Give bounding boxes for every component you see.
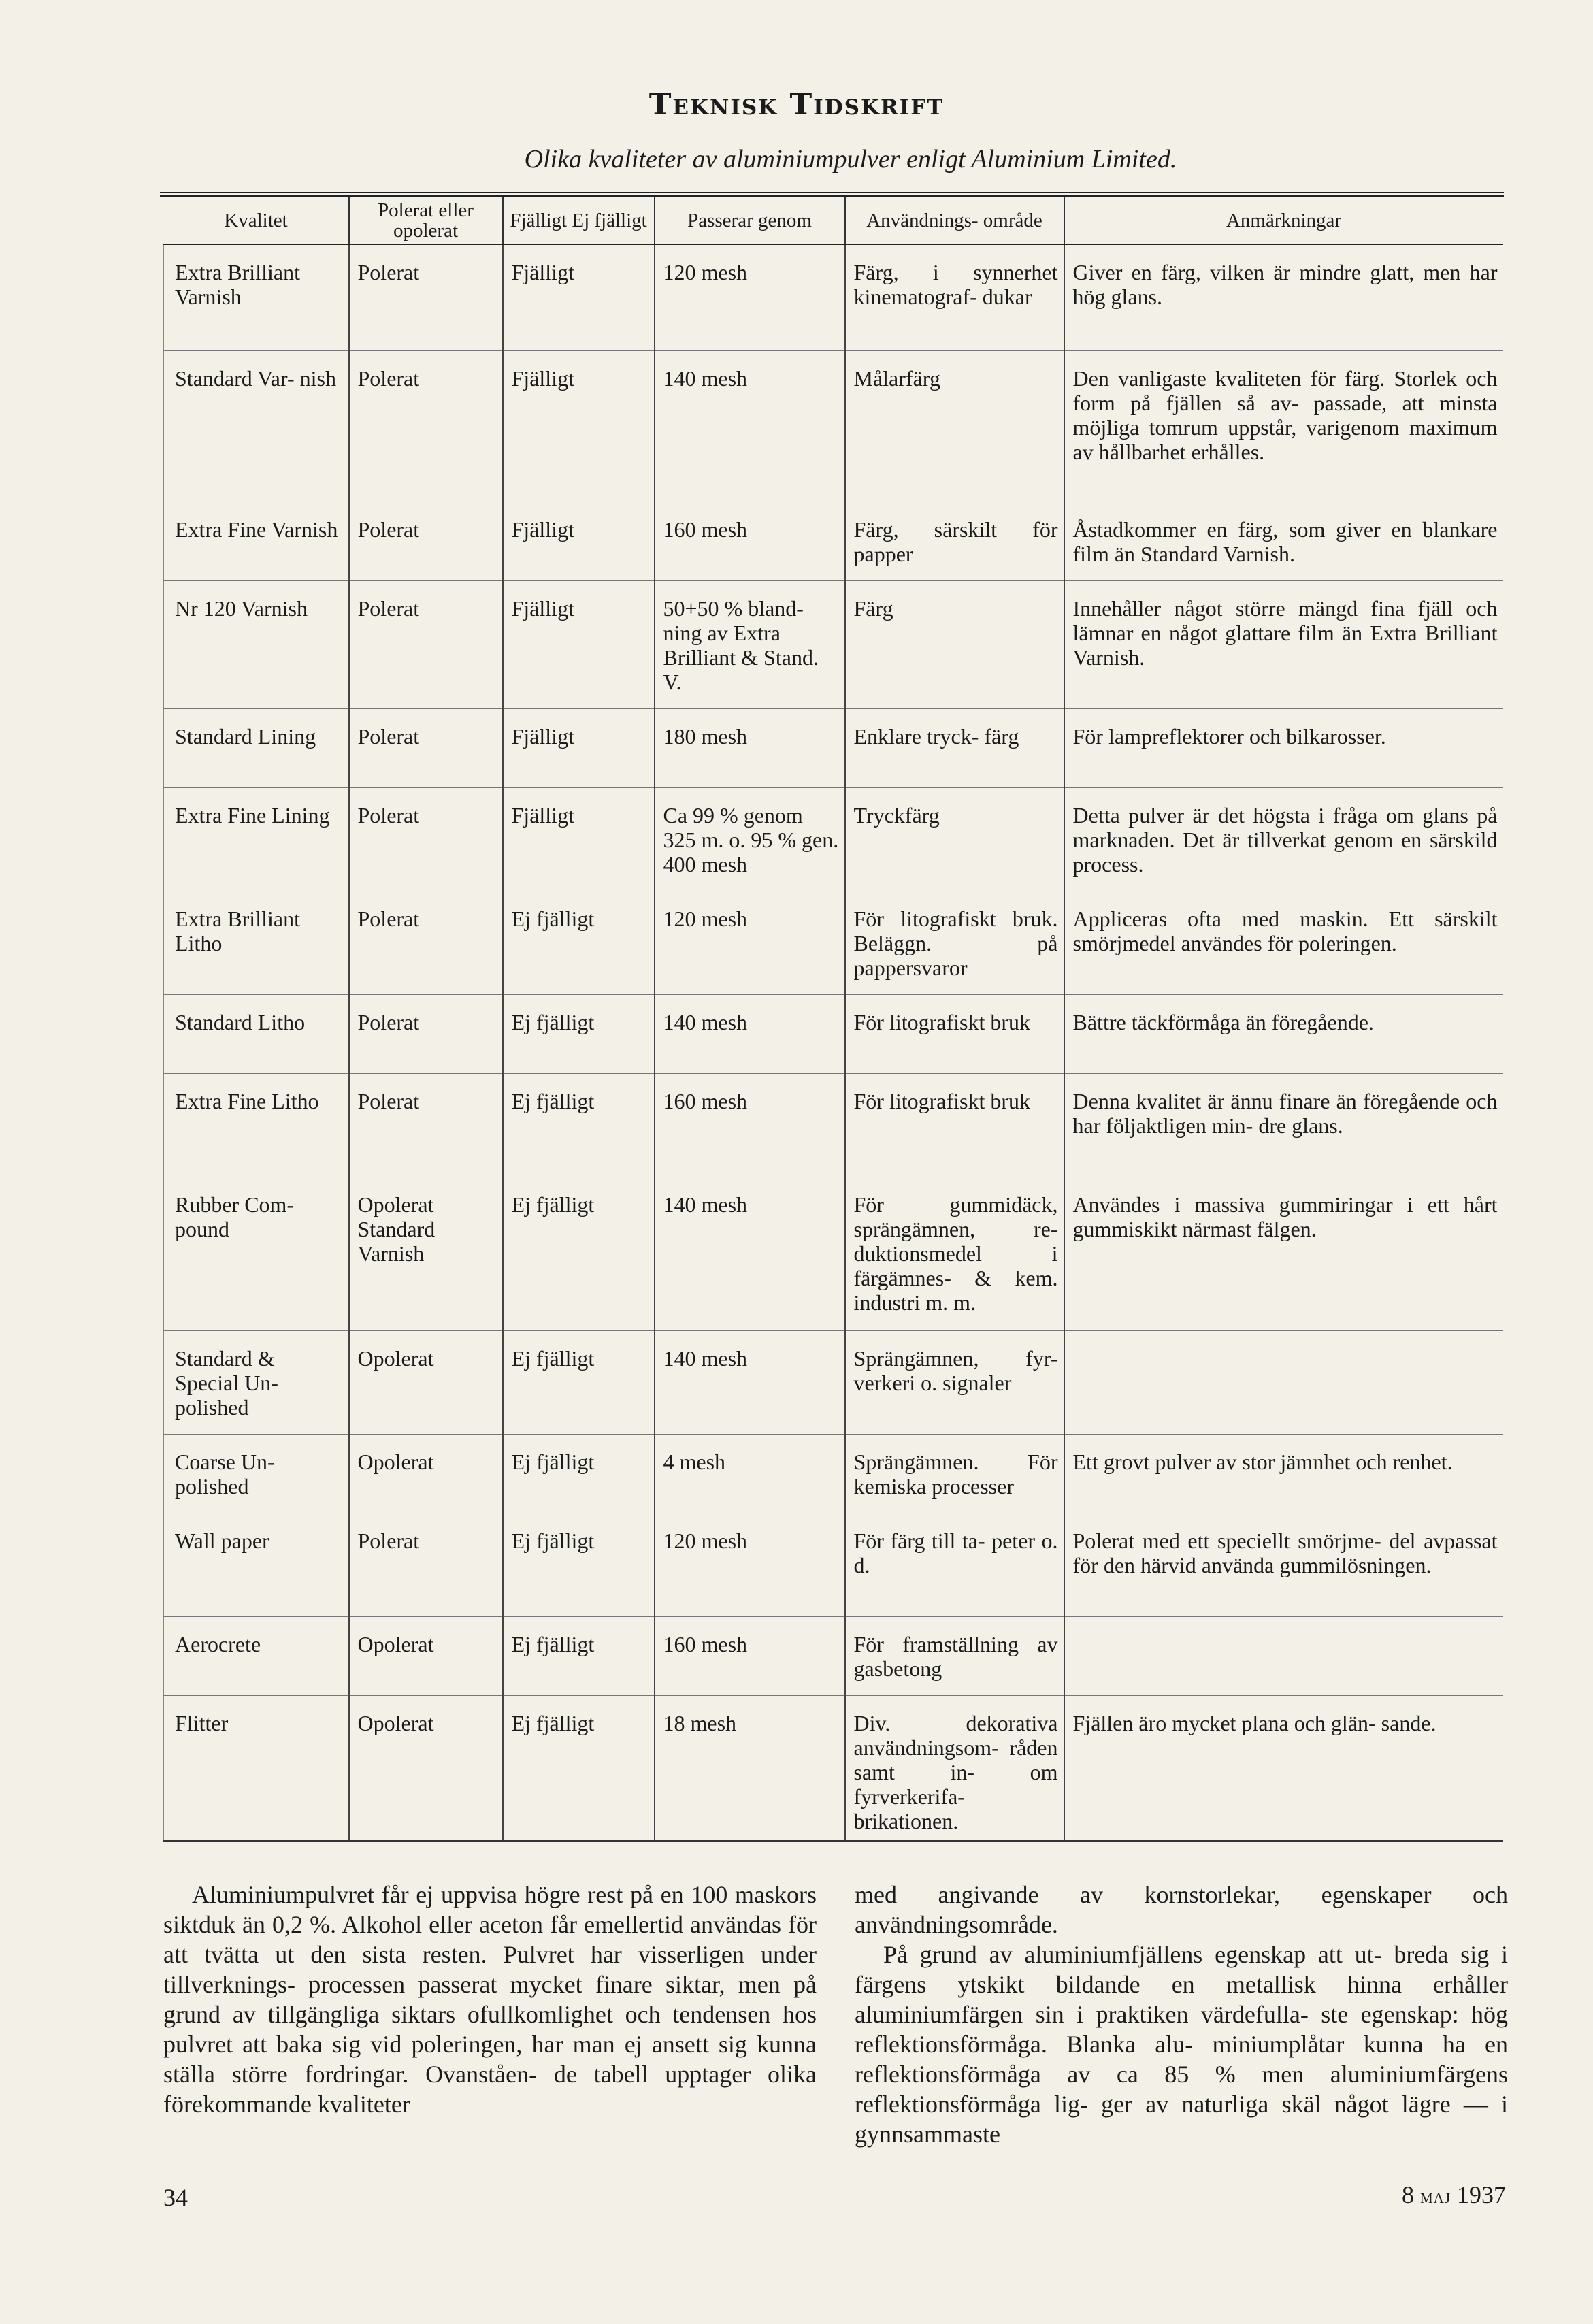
cell-kvalitet: Extra Fine Varnish [164,502,349,580]
cell-fjalligt: Fjälligt [503,502,655,580]
cell-anmarkning: Fjällen äro mycket plana och glän- sande. [1064,1695,1503,1841]
cell-anmarkning: Polerat med ett speciellt smörjme- del avpassat för den härvid använda gummilösningen. [1064,1513,1503,1616]
cell-fjalligt: Ej fjälligt [503,891,655,994]
cell-polerat: Polerat [349,891,503,994]
cell-passerar: 160 mesh [655,1073,845,1177]
cell-polerat: Polerat [349,244,503,350]
table-row [164,350,1503,502]
cell-polerat: Polerat [349,1073,503,1177]
quality-table [163,197,1503,1842]
cell-anmarkning: Åstadkommer en färg, som giver en blankare film än Standard Varnish. [1064,502,1503,580]
cell-polerat: Polerat [349,787,503,891]
cell-kvalitet: Aerocrete [164,1616,349,1695]
cell-passerar: 120 mesh [655,1513,845,1616]
cell-polerat: Opolerat [349,1330,503,1434]
table-row [164,1434,1503,1513]
cell-anmarkning: Innehåller något större mängd fina fjäll och lämnar en något glattare film än Extra Brilliant Varnish. [1064,580,1503,708]
table-row [164,1330,1503,1434]
column-header-passerar: Passerar genom [655,197,845,244]
cell-anvandning: För gummidäck, sprängämnen, re- duktionsmedel i färgämnes- & kem. industri m. m. [845,1177,1064,1330]
cell-anvandning: För litografiskt bruk [845,1073,1064,1177]
issue-date-day: 8 [1401,2181,1414,2208]
cell-anvandning: Sprängämnen. För kemiska processer [845,1434,1064,1513]
cell-polerat: Opolerat [349,1695,503,1841]
cell-fjalligt: Ej fjälligt [503,1434,655,1513]
cell-kvalitet: Standard Lining [164,708,349,787]
cell-passerar: 120 mesh [655,244,845,350]
cell-kvalitet: Extra Brilliant Varnish [164,244,349,350]
cell-anvandning: Målarfärg [845,350,1064,502]
cell-passerar: 4 mesh [655,1434,845,1513]
cell-kvalitet: Rubber Com- pound [164,1177,349,1330]
table-row [164,994,1503,1073]
cell-anvandning: Enklare tryck- färg [845,708,1064,787]
cell-fjalligt: Fjälligt [503,580,655,708]
column-header-anmarkning: Anmärkningar [1064,197,1503,244]
table-row [164,1177,1503,1330]
cell-anmarkning: Appliceras ofta med maskin. Ett särskilt smörjmedel användes för poleringen. [1064,891,1503,994]
cell-anvandning: För litografiskt bruk [845,994,1064,1073]
cell-polerat: Opolerat [349,1434,503,1513]
cell-kvalitet: Coarse Un- polished [164,1434,349,1513]
cell-polerat: Opolerat [349,1616,503,1695]
cell-fjalligt: Ej fjälligt [503,1330,655,1434]
body-paragraph: På grund av aluminiumfjällens egenskap att ut- breda sig i färgens ytskikt bildande en metallisk hinna erhåller aluminiumfärgen sin i praktiken värdefulla- ste egenskap: hög reflektionsförmåga. Blanka alu- miniumplåtar kunna ha en reflektionsförmåga av ca 85 % men aluminiumfärgens reflektionsförmåga lig- ger av naturliga skäl något lägre — i gynnsammaste [855,1941,1508,2148]
cell-polerat: Polerat [349,708,503,787]
cell-anvandning: Färg, i synnerhet kinematograf- dukar [845,244,1064,350]
cell-anvandning: För litografiskt bruk. Beläggn. på pappersvaror [845,891,1064,994]
table-top-rule-double [160,195,1504,197]
table-row [164,580,1503,708]
cell-passerar: Ca 99 % genom 325 m. o. 95 % gen. 400 mesh [655,787,845,891]
cell-kvalitet: Nr 120 Varnish [164,580,349,708]
cell-fjalligt: Ej fjälligt [503,1073,655,1177]
cell-anvandning: Färg [845,580,1064,708]
table-title: Olika kvaliteter av aluminiumpulver enligt Aluminium Limited. [524,145,1177,174]
cell-fjalligt: Ej fjälligt [503,1695,655,1841]
cell-anmarkning: Bättre täckförmåga än föregående. [1064,994,1503,1073]
cell-passerar: 160 mesh [655,502,845,580]
column-header-anvandning: Användnings- område [845,197,1064,244]
cell-kvalitet: Standard Litho [164,994,349,1073]
body-paragraph: Aluminiumpulvret får ej uppvisa högre rest på en 100 maskors siktduk än 0,2 %. Alkohol eller aceton får emellertid användas för att tvätta ut den sista resten. Pulvret har visserligen under tillverknings- processen passerat mycket finare siktar, men på grund av tillgängliga siktars ofullkomlighet och tendensen hos pulvret att baka sig vid poleringen, har man ej ansett sig kunna ställa större fordringar. Ovanståen- de tabell upptager olika förekommande kvaliteter [163,1881,817,2118]
cell-passerar: 180 mesh [655,708,845,787]
cell-fjalligt: Ej fjälligt [503,994,655,1073]
cell-fjalligt: Ej fjälligt [503,1513,655,1616]
cell-kvalitet: Extra Brilliant Litho [164,891,349,994]
body-column-left [163,1880,817,2119]
cell-anmarkning: Den vanligaste kvaliteten för färg. Storlek och form på fjällen så av- passade, att minsta möjliga tomrum uppstår, varigenom maximum av hållbarhet erhålles. [1064,350,1503,502]
table-row [164,1695,1503,1841]
cell-kvalitet: Extra Fine Lining [164,787,349,891]
table-top-rule [160,192,1504,193]
cell-kvalitet: Standard Var- nish [164,350,349,502]
cell-anvandning: För framställning av gasbetong [845,1616,1064,1695]
issue-date-month: maj [1419,2185,1451,2208]
table-row [164,244,1503,350]
cell-anmarkning: Giver en färg, vilken är mindre glatt, men har hög glans. [1064,244,1503,350]
issue-date-year: 1937 [1457,2181,1506,2208]
column-header-polerat: Polerat eller opolerat [349,197,503,244]
cell-fjalligt: Fjälligt [503,787,655,891]
cell-kvalitet: Extra Fine Litho [164,1073,349,1177]
table-header-row [164,197,1503,244]
cell-polerat: Opolerat Standard Varnish [349,1177,503,1330]
body-paragraph-continuation: med angivande av kornstorlekar, egenskaper och användningsområde. [855,1881,1508,1938]
cell-anmarkning [1064,1616,1503,1695]
cell-passerar: 140 mesh [655,994,845,1073]
cell-anmarkning: Ett grovt pulver av stor jämnhet och renhet. [1064,1434,1503,1513]
cell-anmarkning: För lampreflektorer och bilkarosser. [1064,708,1503,787]
cell-polerat: Polerat [349,502,503,580]
cell-anvandning: Färg, särskilt för papper [845,502,1064,580]
cell-fjalligt: Ej fjälligt [503,1616,655,1695]
journal-title: Teknisk Tidskrift [648,87,945,122]
cell-passerar: 120 mesh [655,891,845,994]
cell-anmarkning: Detta pulver är det högsta i fråga om glans på marknaden. Det är tillverkat genom en särskild process. [1064,787,1503,891]
cell-anmarkning: Denna kvalitet är ännu finare än föregående och har följaktligen min- dre glans. [1064,1073,1503,1177]
cell-polerat: Polerat [349,350,503,502]
cell-polerat: Polerat [349,994,503,1073]
cell-polerat: Polerat [349,580,503,708]
issue-date [1402,2180,1506,2209]
column-header-fjalligt: Fjälligt Ej fjälligt [503,197,655,244]
cell-kvalitet: Standard & Special Un- polished [164,1330,349,1434]
cell-passerar: 140 mesh [655,1330,845,1434]
cell-passerar: 50+50 % bland- ning av Extra Brilliant & Stand. V. [655,580,845,708]
table-row [164,1073,1503,1177]
cell-polerat: Polerat [349,1513,503,1616]
cell-anvandning: För färg till ta- peter o. d. [845,1513,1064,1616]
cell-anvandning: Tryckfärg [845,787,1064,891]
cell-passerar: 140 mesh [655,1177,845,1330]
table-row [164,708,1503,787]
cell-fjalligt: Fjälligt [503,708,655,787]
column-header-kvalitet: Kvalitet [164,197,349,244]
table-row [164,502,1503,580]
cell-passerar: 160 mesh [655,1616,845,1695]
cell-anmarkning: Användes i massiva gummiringar i ett hårt gummiskikt närmast fälgen. [1064,1177,1503,1330]
cell-kvalitet: Wall paper [164,1513,349,1616]
cell-fjalligt: Ej fjälligt [503,1177,655,1330]
page-number: 34 [163,2184,188,2211]
cell-passerar: 140 mesh [655,350,845,502]
table-row [164,1513,1503,1616]
cell-anvandning: Sprängämnen, fyr- verkeri o. signaler [845,1330,1064,1434]
cell-fjalligt: Fjälligt [503,244,655,350]
cell-fjalligt: Fjälligt [503,350,655,502]
cell-kvalitet: Flitter [164,1695,349,1841]
cell-anmarkning [1064,1330,1503,1434]
body-column-right [855,1880,1508,2149]
table-row [164,1616,1503,1695]
cell-passerar: 18 mesh [655,1695,845,1841]
table-row [164,787,1503,891]
table-row [164,891,1503,994]
cell-anvandning: Div. dekorativa användningsom- råden samt in- om fyrverkerifa- brikationen. [845,1695,1064,1841]
